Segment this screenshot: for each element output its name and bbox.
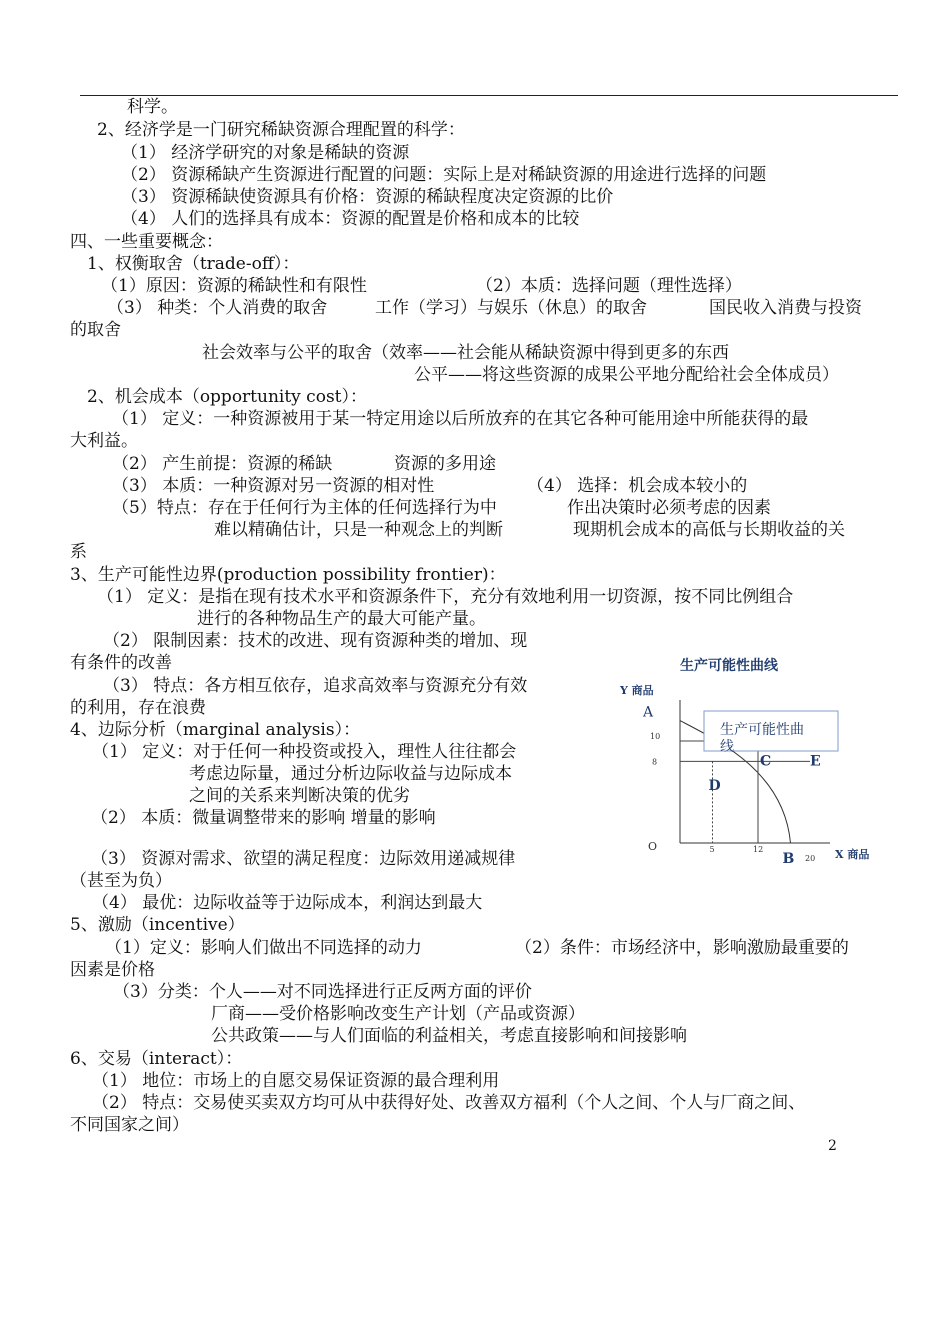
text-line: （2） 产生前提：资源的稀缺 — [112, 454, 333, 474]
text-line: （3） 资源对需求、欲望的满足程度：边际效用递减规律 — [91, 849, 516, 869]
text-line: （3）分类：个人——对不同选择进行正反两方面的评价 — [113, 982, 532, 1002]
text-line: 进行的各种物品生产的最大可能产量。 — [197, 609, 486, 629]
page-number: 2 — [828, 1138, 837, 1154]
text-line: 不同国家之间） — [70, 1115, 189, 1135]
text-line: 系 — [70, 542, 87, 562]
text-line: （1） 经济学研究的对象是稀缺的资源 — [121, 143, 410, 163]
text-line: （3） 资源稀缺使资源具有价格：资源的稀缺程度决定资源的比价 — [121, 187, 614, 207]
text-line: （1） 定义：是指在现有技术水平和资源条件下，充分有效地利用一切资源，按不同比例组合 — [97, 587, 794, 607]
point-label-e: E — [810, 753, 821, 770]
text-line: （1） 定义：对于任何一种投资或投入，理性人往往都会 — [92, 742, 517, 762]
text-line: （5）特点：存在于任何行为主体的任何选择行为中 — [112, 498, 497, 518]
header-rule — [80, 95, 898, 96]
text-line: 考虑边际量，通过分析边际收益与边际成本 — [189, 764, 512, 784]
subsection-heading: 6、交易（interact）： — [70, 1049, 243, 1069]
text-line: 的利用，存在浪费 — [70, 698, 206, 718]
text-line: （4） 人们的选择具有成本：资源的配置是价格和成本的比较 — [121, 209, 580, 229]
chart-title: 生产可能性曲线 — [680, 658, 778, 674]
text-line: 科学。 — [127, 97, 178, 117]
text-line: （3） 特点：各方相互依存，追求高效率与资源充分有效 — [103, 676, 528, 696]
point-label-b: B — [782, 851, 795, 867]
text-line: 2、经济学是一门研究稀缺资源合理配置的科学： — [97, 120, 465, 140]
y-tick-label: 10 — [650, 732, 661, 741]
text-line: 有条件的改善 — [70, 653, 172, 673]
text-line: （1） 地位：市场上的自愿交易保证资源的最合理利用 — [92, 1071, 500, 1091]
text-line: （4） 选择：机会成本较小的 — [527, 476, 748, 496]
subsection-heading: 3、生产可能性边界(production possibility frontier)： — [70, 565, 506, 585]
y-tick-label: 8 — [652, 757, 658, 767]
text-line: 国民收入消费与投资 — [709, 298, 862, 318]
text-line: （2） 特点：交易使买卖双方均可从中获得好处、改善双方福利（个人之间、个人与厂商之间、 — [92, 1093, 806, 1113]
text-line: （4） 最优：边际收益等于边际成本，利润达到最大 — [92, 893, 483, 913]
section-heading: 四、一些重要概念： — [70, 232, 223, 252]
text-line: 社会效率与公平的取舍（效率——社会能从稀缺资源中得到更多的东西 — [202, 343, 729, 363]
x-tick-label: 5 — [709, 845, 715, 854]
text-line: 公平——将这些资源的成果公平地分配给社会全体成员） — [414, 365, 839, 385]
text-line: 作出决策时必须考虑的因素 — [567, 498, 771, 518]
text-line: 厂商——受价格影响改变生产计划（产品或资源） — [211, 1004, 585, 1024]
text-line: 资源的多用途 — [394, 454, 496, 474]
text-line: （3） 本质：一种资源对另一资源的相对性 — [112, 476, 435, 496]
point-label-d: D — [708, 778, 721, 794]
text-line: （2）本质：选择问题（理性选择） — [476, 276, 742, 296]
subsection-heading: 2、机会成本（opportunity cost）： — [87, 387, 367, 407]
text-line: （1）原因：资源的稀缺性和有限性 — [101, 276, 367, 296]
subsection-heading: 1、权衡取舍（trade-off）： — [87, 254, 300, 274]
subsection-heading: 4、边际分析（marginal analysis）： — [70, 720, 361, 740]
text-line: 公共政策——与人们面临的利益相关，考虑直接影响和间接影响 — [211, 1026, 687, 1046]
curve-label: 生产可能性曲 — [720, 722, 804, 738]
y-axis-label: Y 商品 — [620, 684, 654, 697]
text-line: （1） 定义：一种资源被用于某一特定用途以后所放弃的在其它各种可能用途中所能获得的最 — [112, 409, 809, 429]
text-line: 大利益。 — [70, 431, 138, 451]
text-line: （2） 资源稀缺产生资源进行配置的问题：实际上是对稀缺资源的用途进行选择的问题 — [121, 165, 767, 185]
text-line: （2） 限制因素：技术的改进、现有资源种类的增加、现 — [103, 631, 528, 651]
subsection-heading: 5、激励（incentive） — [70, 915, 245, 935]
text-line: 工作（学习）与娱乐（休息）的取舍 — [375, 298, 647, 318]
text-line: 难以精确估计，只是一种观念上的判断 — [214, 520, 503, 540]
text-line: （1）定义：影响人们做出不同选择的动力 — [105, 938, 422, 958]
point-label-c: C — [760, 753, 772, 770]
text-line: 之间的关系来判断决策的优劣 — [189, 786, 410, 806]
curve-label: 线 — [720, 739, 734, 755]
text-line: （甚至为负） — [70, 871, 172, 891]
origin-label: O — [648, 840, 658, 853]
text-line: （3） 种类：个人消费的取舍 — [107, 298, 328, 318]
x-axis-label: X 商品 — [835, 848, 870, 861]
text-line: 因素是价格 — [70, 960, 155, 980]
text-line: 的取舍 — [70, 320, 121, 340]
x-tick-label: 12 — [753, 845, 764, 854]
text-line: 现期机会成本的高低与长期收益的关 — [573, 520, 845, 540]
text-line: （2） 本质：微量调整带来的影响 增量的影响 — [91, 808, 436, 828]
ppf-chart — [600, 650, 890, 870]
text-line: （2）条件：市场经济中，影响激励最重要的 — [515, 938, 849, 958]
point-label-a: A — [643, 704, 654, 721]
x-tick-label: 20 — [805, 854, 816, 863]
